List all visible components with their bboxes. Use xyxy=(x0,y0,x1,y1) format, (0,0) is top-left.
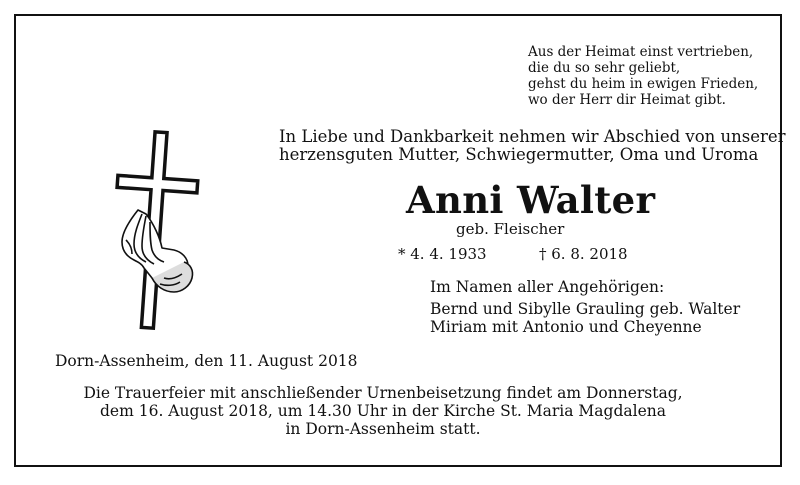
poem-line: gehst du heim in ewigen Frieden, xyxy=(528,76,759,92)
poem-line: wo der Herr dir Heimat gibt. xyxy=(528,92,726,108)
poem-line: Aus der Heimat einst vertrieben, xyxy=(528,44,754,60)
poem xyxy=(528,44,758,108)
intro-text xyxy=(279,128,786,164)
mourner-line: Bernd und Sibylle Grauling geb. Walter xyxy=(430,300,741,318)
birth-date: * 4. 4. 1933 xyxy=(398,245,487,263)
mourners-heading: Im Namen aller Angehörigen: xyxy=(430,278,665,296)
poem-line: die du so sehr geliebt, xyxy=(528,60,681,76)
death-date: † 6. 8. 2018 xyxy=(539,245,628,263)
place-and-date: Dorn-Assenheim, den 11. August 2018 xyxy=(55,352,358,370)
service-line: Die Trauerfeier mit anschließender Urnenbeisetzung findet am Donnerstag, xyxy=(83,384,683,402)
service-line: dem 16. August 2018, um 14.30 Uhr in der Kirche St. Maria Magdalena xyxy=(100,402,666,420)
intro-line: herzensguten Mutter, Schwiegermutter, Oma und Uroma xyxy=(279,145,759,164)
service-line: in Dorn-Assenheim statt. xyxy=(285,420,481,438)
mourners-block xyxy=(430,278,740,336)
mourner-line: Miriam mit Antonio und Cheyenne xyxy=(430,318,702,336)
maiden-name: geb. Fleischer xyxy=(456,220,565,238)
deceased-name: Anni Walter xyxy=(406,178,656,222)
funeral-service-text xyxy=(0,384,800,438)
intro-line: In Liebe und Dankbarkeit nehmen wir Abschied von unserer xyxy=(279,127,786,146)
cross-with-praying-hands-icon xyxy=(108,128,200,338)
